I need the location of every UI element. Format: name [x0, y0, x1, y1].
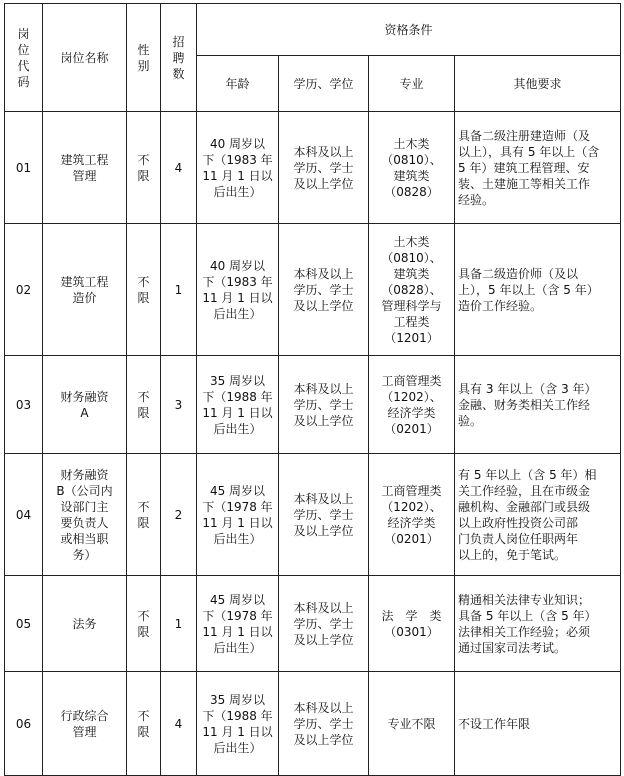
cell-name-line: 财务融资 [60, 389, 109, 404]
cell-major-line: 建筑类 [393, 168, 430, 183]
cell-major-line: （0810）、 [381, 250, 442, 265]
cell-age-line: 40 周岁以 [209, 136, 266, 151]
cell-gender-line: 限 [137, 724, 150, 739]
cell-education-line: 本科及以上 [293, 491, 354, 506]
cell-other-line: 有 5 年以上（含 5 年）相 [458, 467, 597, 482]
cell-major-line: 经济学类 [387, 405, 436, 420]
cell-education-line: 学历、学士 [293, 397, 354, 412]
cell-age-line: 下（1988 年 [202, 389, 273, 404]
cell-major [369, 576, 455, 672]
cell-age-line: 下（1983 年 [202, 152, 273, 167]
cell-age [197, 112, 279, 224]
cell-age-line: 下（1978 年 [202, 499, 273, 514]
cell-other-line: 以上政府性投资公司部 [458, 515, 579, 530]
cell-code: 02 [5, 224, 43, 356]
cell-major [369, 356, 455, 454]
cell-education-line: 本科及以上 [293, 700, 354, 715]
cell-gender-line: 限 [137, 405, 150, 420]
cell-education-line: 本科及以上 [293, 266, 354, 281]
cell-name-line: 造价 [72, 290, 97, 305]
cell-other-line: 以上的，免于笔试。 [458, 547, 567, 562]
cell-other-line: 以上），具有 5 年以上（含 [458, 144, 600, 159]
cell-gender [127, 112, 161, 224]
header-code: 岗 位 代 码 [5, 4, 43, 112]
cell-count: 2 [161, 454, 197, 576]
cell-code: 05 [5, 576, 43, 672]
cell-other-line: 上），5 年以上（含 5 年） [458, 282, 599, 297]
cell-other-line: 具备 5 年以上（含 5 年） [458, 608, 597, 623]
cell-age-line: 35 周岁以 [209, 373, 266, 388]
cell-count: 4 [161, 112, 197, 224]
cell-education-line: 及以上学位 [293, 176, 354, 191]
cell-other-line: 法律相关工作经验；必须 [458, 624, 591, 639]
cell-major-line: 专业不限 [387, 716, 436, 731]
cell-education-line: 及以上学位 [293, 632, 354, 647]
header-gender: 性 别 [127, 4, 161, 112]
cell-age-line: 40 周岁以 [209, 258, 266, 273]
cell-age-line: 后出生） [213, 740, 262, 755]
cell-other-line: 具备二级造价师（及以 [458, 266, 579, 281]
cell-other-line: 融机构、金融部门或县级 [458, 499, 591, 514]
cell-age-line: 后出生） [213, 421, 262, 436]
table-row [5, 224, 621, 356]
table-row [5, 454, 621, 576]
cell-other-line: 通过国家司法考试。 [458, 640, 567, 655]
cell-other-line: 金融、财务类相关工作经 [458, 397, 591, 412]
cell-major-line: （1202）、 [381, 389, 442, 404]
cell-major-line: 工程类 [393, 314, 430, 329]
cell-education [279, 454, 369, 576]
cell-gender-line: 不 [137, 608, 150, 623]
cell-age-line: 45 周岁以 [209, 592, 266, 607]
table-row [5, 356, 621, 454]
cell-age-line: 后出生） [213, 306, 262, 321]
cell-age-line: 11 月 1 日以 [202, 168, 273, 183]
cell-age [197, 672, 279, 776]
cell-name-line: 行政综合 [60, 708, 109, 723]
cell-other-line: 装、土建施工等相关工作 [458, 176, 591, 191]
cell-other-line: 具备二级注册建造师（及 [458, 128, 591, 143]
cell-education-line: 学历、学士 [293, 616, 354, 631]
cell-gender-line: 限 [137, 290, 150, 305]
cell-name-line: 财务融资 [60, 467, 109, 482]
table-body [5, 112, 621, 776]
cell-gender-line: 限 [137, 515, 150, 530]
table-row [5, 672, 621, 776]
cell-age-line: 35 周岁以 [209, 692, 266, 707]
cell-count: 4 [161, 672, 197, 776]
table-row [5, 112, 621, 224]
cell-major-line: （0810）、 [381, 152, 442, 167]
cell-education-line: 本科及以上 [293, 144, 354, 159]
cell-age-line: 11 月 1 日以 [202, 724, 273, 739]
cell-name [43, 224, 127, 356]
cell-other [455, 112, 621, 224]
cell-other-line: 经验。 [458, 192, 495, 207]
cell-other-line: 具有 3 年以上（含 3 年） [458, 381, 597, 396]
cell-major [369, 112, 455, 224]
cell-education [279, 224, 369, 356]
cell-age-line: 11 月 1 日以 [202, 290, 273, 305]
header-name: 岗位名称 [43, 4, 127, 112]
cell-other [455, 224, 621, 356]
cell-age [197, 454, 279, 576]
cell-count: 3 [161, 356, 197, 454]
cell-major-line: 工商管理类 [381, 483, 442, 498]
cell-gender-line: 不 [137, 274, 150, 289]
cell-gender [127, 672, 161, 776]
cell-count: 1 [161, 576, 197, 672]
cell-other [455, 576, 621, 672]
cell-education [279, 356, 369, 454]
cell-major-line: （1201） [384, 330, 439, 345]
cell-education [279, 112, 369, 224]
cell-major-line: 建筑类 [393, 266, 430, 281]
cell-other [455, 356, 621, 454]
cell-gender-line: 不 [137, 152, 150, 167]
cell-education-line: 及以上学位 [293, 523, 354, 538]
cell-code: 04 [5, 454, 43, 576]
cell-age [197, 224, 279, 356]
cell-name-line: 管理 [72, 724, 97, 739]
cell-age-line: 后出生） [213, 184, 262, 199]
recruitment-table [4, 3, 621, 776]
cell-other [455, 672, 621, 776]
cell-other-line: 精通相关法律专业知识； [458, 592, 591, 607]
cell-gender [127, 454, 161, 576]
cell-name [43, 576, 127, 672]
cell-age-line: 后出生） [213, 640, 262, 655]
cell-age-line: 45 周岁以 [209, 483, 266, 498]
cell-education [279, 672, 369, 776]
cell-code: 01 [5, 112, 43, 224]
cell-other-line: 门负责人岗位任职两年 [458, 531, 579, 546]
cell-age-line: 后出生） [213, 531, 262, 546]
cell-major-line: （0828）、 [381, 282, 442, 297]
cell-major-line: （1202）、 [381, 499, 442, 514]
header-age: 年龄 [197, 56, 279, 112]
cell-major [369, 672, 455, 776]
cell-name-line: 设部门主 [60, 499, 109, 514]
cell-education-line: 学历、学士 [293, 160, 354, 175]
header-major: 专业 [369, 56, 455, 112]
cell-age-line: 11 月 1 日以 [202, 405, 273, 420]
cell-major [369, 224, 455, 356]
cell-gender-line: 不 [137, 708, 150, 723]
cell-major [369, 454, 455, 576]
cell-major-line: 经济学类 [387, 515, 436, 530]
cell-name [43, 112, 127, 224]
cell-major-line: （0201） [384, 421, 439, 436]
cell-education-line: 本科及以上 [293, 381, 354, 396]
cell-age-line: 下（1983 年 [202, 274, 273, 289]
cell-other-line: 5 年）建筑工程管理、安 [458, 160, 590, 175]
cell-major-line: （0301） [384, 624, 439, 639]
cell-major-line: 土木类 [393, 234, 430, 249]
cell-education-line: 及以上学位 [293, 413, 354, 428]
cell-gender [127, 356, 161, 454]
cell-code: 06 [5, 672, 43, 776]
cell-code: 03 [5, 356, 43, 454]
cell-education-line: 及以上学位 [293, 732, 354, 747]
cell-major-line: （0201） [384, 531, 439, 546]
cell-name-line: B（公司内 [56, 483, 113, 498]
cell-education-line: 学历、学士 [293, 282, 354, 297]
cell-name-line: 务） [72, 547, 97, 562]
table-row [5, 576, 621, 672]
cell-gender-line: 限 [137, 168, 150, 183]
cell-other-line: 造价工作经验。 [458, 298, 543, 313]
cell-gender [127, 576, 161, 672]
cell-name [43, 356, 127, 454]
cell-major-line: 土木类 [393, 136, 430, 151]
cell-name-line: 建筑工程 [60, 274, 109, 289]
cell-count: 1 [161, 224, 197, 356]
cell-age [197, 576, 279, 672]
cell-name [43, 672, 127, 776]
cell-name-line: 管理 [72, 168, 97, 183]
cell-other-line: 验。 [458, 413, 483, 428]
cell-name-line: A [80, 405, 89, 420]
cell-gender-line: 限 [137, 624, 150, 639]
cell-education [279, 576, 369, 672]
cell-name-line: 或相当职 [60, 531, 109, 546]
cell-other [455, 454, 621, 576]
cell-education-line: 及以上学位 [293, 298, 354, 313]
cell-education-line: 学历、学士 [293, 716, 354, 731]
cell-age-line: 11 月 1 日以 [202, 515, 273, 530]
cell-other-line: 不设工作年限 [458, 716, 531, 731]
cell-name [43, 454, 127, 576]
cell-name-line: 要负责人 [60, 515, 109, 530]
cell-gender [127, 224, 161, 356]
cell-major-line: 法 学 类 [381, 608, 442, 623]
cell-major-line: 管理科学与 [381, 298, 442, 313]
cell-age-line: 11 月 1 日以 [202, 624, 273, 639]
header-other: 其他要求 [455, 56, 621, 112]
cell-age-line: 下（1988 年 [202, 708, 273, 723]
cell-education-line: 学历、学士 [293, 507, 354, 522]
cell-education-line: 本科及以上 [293, 600, 354, 615]
cell-age-line: 下（1978 年 [202, 608, 273, 623]
cell-major-line: 工商管理类 [381, 373, 442, 388]
cell-gender-line: 不 [137, 389, 150, 404]
header-education: 学历、学位 [279, 56, 369, 112]
cell-other-line: 关工作经验，且在市级金 [458, 483, 591, 498]
cell-name-line: 法务 [72, 616, 97, 631]
header-qualifications: 资格条件 [197, 4, 621, 56]
cell-major-line: （0828） [384, 184, 439, 199]
cell-age [197, 356, 279, 454]
cell-gender-line: 不 [137, 499, 150, 514]
cell-name-line: 建筑工程 [60, 152, 109, 167]
header-count: 招 聘 数 [161, 4, 197, 112]
